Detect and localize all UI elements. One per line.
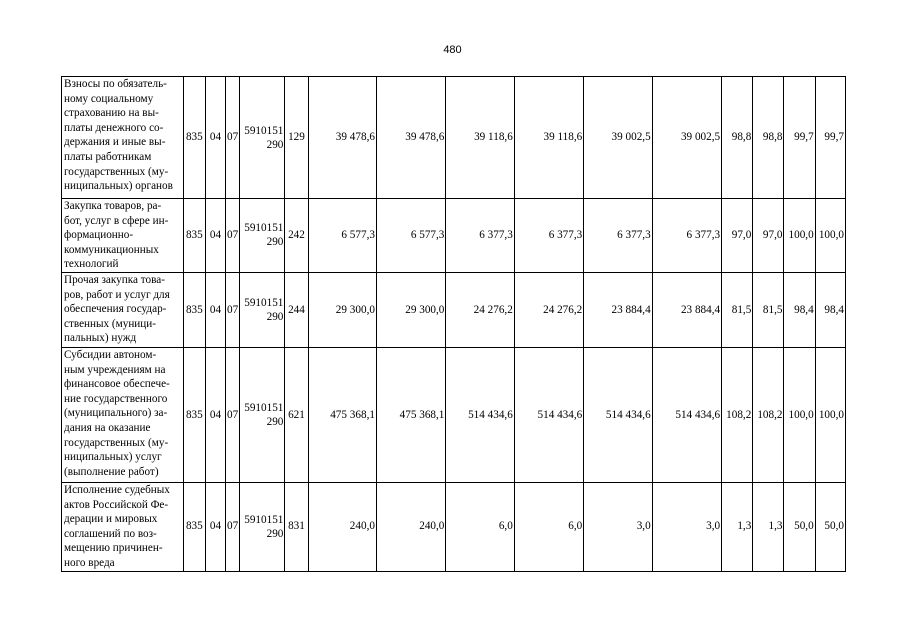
description-line: технологий (64, 258, 119, 271)
table-row (62, 347, 846, 482)
description-line: ственных (муници- (64, 317, 156, 330)
description-line: платы денежного со- (64, 121, 164, 134)
target-article-line: 5910151 (244, 124, 284, 137)
subsection-cell: 07 (226, 482, 240, 571)
description-line: соглашений по воз- (64, 527, 157, 540)
percent-cell: 99,7 (815, 77, 845, 199)
row-description (62, 347, 184, 482)
amount-cell: 475 368,1 (376, 347, 445, 482)
ministry-code-cell: 835 (183, 482, 205, 571)
description-line: платы работникам (64, 150, 152, 163)
amount-cell: 514 434,6 (514, 347, 583, 482)
description-line: Исполнение судебных (64, 483, 170, 496)
amount-cell: 24 276,2 (446, 272, 514, 347)
description-line: держания и иные вы- (64, 136, 166, 149)
amount-cell: 23 884,4 (584, 272, 652, 347)
expense-type-cell: 129 (285, 77, 308, 199)
row-description (62, 482, 184, 571)
target-article-line: 290 (266, 527, 284, 540)
percent-cell: 97,0 (753, 199, 784, 273)
amount-cell: 6,0 (514, 482, 583, 571)
table-row (62, 77, 846, 199)
description-line: Взносы по обязатель- (64, 78, 167, 90)
amount-cell: 39 118,6 (446, 77, 514, 199)
percent-cell: 98,8 (753, 77, 784, 199)
row-description (62, 272, 184, 347)
amount-cell: 3,0 (652, 482, 721, 571)
target-article-line: 290 (266, 415, 284, 428)
amount-cell: 6 377,3 (584, 199, 652, 273)
amount-cell: 39 478,6 (308, 77, 376, 199)
description-line: дерации и мировых (64, 513, 158, 526)
description-line: ным учреждениям на (64, 363, 166, 376)
ministry-code-cell: 835 (183, 272, 205, 347)
description-line: формационно- (64, 229, 134, 242)
ministry-code-cell: 835 (183, 199, 205, 273)
description-line: ного вреда (64, 556, 115, 569)
description-line: ров, работ и услуг для (64, 288, 170, 301)
percent-cell: 108,2 (753, 347, 784, 482)
percent-cell: 1,3 (722, 482, 753, 571)
description-line: Субсидии автоном- (64, 348, 157, 361)
amount-cell: 39 118,6 (514, 77, 583, 199)
description-line: государственных (му- (64, 165, 169, 178)
percent-cell: 100,0 (815, 199, 845, 273)
amount-cell: 475 368,1 (308, 347, 376, 482)
amount-cell: 240,0 (308, 482, 376, 571)
target-article-cell (240, 482, 285, 571)
description-line: коммуникационных (64, 243, 159, 256)
amount-cell: 6 377,3 (652, 199, 721, 273)
target-article-line: 290 (266, 138, 284, 151)
target-article-line: 290 (266, 236, 284, 249)
percent-cell: 100,0 (784, 199, 815, 273)
amount-cell: 514 434,6 (584, 347, 652, 482)
description-line: бот, услуг в сфере ин- (64, 214, 169, 227)
description-line: финансовое обеспече- (64, 378, 170, 391)
section-cell: 04 (205, 199, 225, 273)
description-line: мещению причинен- (64, 542, 163, 555)
amount-cell: 39 002,5 (584, 77, 652, 199)
budget-table (61, 76, 846, 572)
description-line: Закупка товаров, ра- (64, 200, 162, 212)
percent-cell: 98,4 (815, 272, 845, 347)
table-row (62, 272, 846, 347)
description-line: страхованию на вы- (64, 107, 159, 120)
percent-cell: 108,2 (722, 347, 753, 482)
target-article-cell (240, 77, 285, 199)
amount-cell: 39 478,6 (376, 77, 445, 199)
target-article-line: 5910151 (244, 401, 284, 414)
percent-cell: 98,8 (722, 77, 753, 199)
target-article-line: 290 (266, 310, 284, 323)
percent-cell: 99,7 (784, 77, 815, 199)
amount-cell: 6 377,3 (446, 199, 514, 273)
description-line: обеспечения государ- (64, 303, 167, 316)
section-cell: 04 (205, 482, 225, 571)
target-article-cell (240, 199, 285, 273)
expense-type-cell: 831 (285, 482, 308, 571)
expense-type-cell: 242 (285, 199, 308, 273)
percent-cell: 1,3 (753, 482, 784, 571)
table-row (62, 199, 846, 273)
amount-cell: 6 577,3 (308, 199, 376, 273)
amount-cell: 514 434,6 (652, 347, 721, 482)
amount-cell: 29 300,0 (376, 272, 445, 347)
subsection-cell: 07 (226, 77, 240, 199)
target-article-cell (240, 347, 285, 482)
target-article-line: 5910151 (244, 222, 284, 235)
amount-cell: 6,0 (446, 482, 514, 571)
description-line: Прочая закупка това- (64, 273, 165, 286)
amount-cell: 240,0 (376, 482, 445, 571)
percent-cell: 97,0 (722, 199, 753, 273)
section-cell: 04 (205, 272, 225, 347)
ministry-code-cell: 835 (183, 347, 205, 482)
subsection-cell: 07 (226, 199, 240, 273)
table-row (62, 482, 846, 571)
amount-cell: 3,0 (584, 482, 652, 571)
row-description (62, 77, 184, 199)
amount-cell: 6 377,3 (514, 199, 583, 273)
description-line: государственных (му- (64, 436, 169, 449)
target-article-line: 5910151 (244, 296, 284, 309)
row-description (62, 199, 184, 273)
percent-cell: 100,0 (815, 347, 845, 482)
target-article-cell (240, 272, 285, 347)
description-line: ниципальных) услуг (64, 451, 162, 464)
description-line: дания на оказание (64, 421, 151, 434)
amount-cell: 6 577,3 (376, 199, 445, 273)
description-line: ние государственного (64, 392, 168, 405)
subsection-cell: 07 (226, 347, 240, 482)
description-line: (выполнение работ) (64, 465, 159, 478)
description-line: (муниципального) за- (64, 407, 168, 420)
percent-cell: 100,0 (784, 347, 815, 482)
amount-cell: 514 434,6 (446, 347, 514, 482)
amount-cell: 39 002,5 (652, 77, 721, 199)
amount-cell: 29 300,0 (308, 272, 376, 347)
subsection-cell: 07 (226, 272, 240, 347)
description-line: ниципальных) органов (64, 180, 173, 193)
percent-cell: 50,0 (815, 482, 845, 571)
percent-cell: 81,5 (722, 272, 753, 347)
section-cell: 04 (205, 347, 225, 482)
percent-cell: 50,0 (784, 482, 815, 571)
description-line: пальных) нужд (64, 332, 137, 345)
section-cell: 04 (205, 77, 225, 199)
target-article-line: 5910151 (244, 513, 284, 526)
page-number: 480 (443, 44, 462, 56)
description-line: ному социальному (64, 92, 154, 105)
amount-cell: 24 276,2 (514, 272, 583, 347)
percent-cell: 81,5 (753, 272, 784, 347)
expense-type-cell: 621 (285, 347, 308, 482)
expense-type-cell: 244 (285, 272, 308, 347)
ministry-code-cell: 835 (183, 77, 205, 199)
description-line: актов Российской Фе- (64, 498, 169, 511)
percent-cell: 98,4 (784, 272, 815, 347)
amount-cell: 23 884,4 (652, 272, 721, 347)
